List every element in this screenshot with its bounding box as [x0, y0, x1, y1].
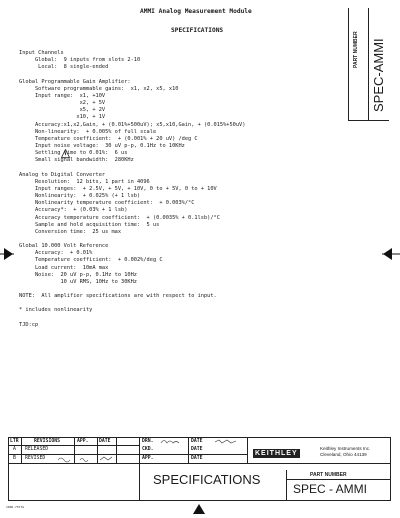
revision-b-text: REVISED: [25, 456, 46, 461]
spec-line: Accuracy temperature coefficient: + (0.0035% + 0.1lsb)/°C: [19, 214, 220, 221]
spec-line: Local: 8 single-ended: [19, 64, 109, 71]
drawn-label: DRN.: [142, 439, 154, 444]
document-subtitle: SPECIFICATIONS: [171, 27, 224, 34]
company-logo: KEITHLEY: [255, 450, 298, 457]
spec-line: Resolution: 12 bits, 1 part in 4096: [19, 178, 150, 185]
spec-line: Accuracy*: + (0.03% + 1 lsb): [19, 207, 128, 214]
document-title: AMMI Analog Measurement Module: [140, 8, 252, 15]
approval-signature-marks: [56, 455, 116, 463]
spec-line: Accuracy: + 0.01%: [19, 250, 93, 257]
spec-line: TJD:cp: [19, 321, 39, 328]
company-address: Keithley Instruments Inc. Cleveland, Ohio 44139: [320, 446, 371, 457]
spec-line: Input Channels: [19, 50, 64, 56]
spec-line: * includes nonlinearity: [19, 307, 93, 314]
revision-a-text: RELEASED: [25, 447, 49, 452]
spec-line: Temperature coefficient: + (0.001% + 20 uV) /deg C: [19, 135, 198, 142]
spec-line: Small signal bandwidth: 280KHz: [19, 157, 134, 164]
date-label-2: DATE: [191, 447, 203, 452]
revision-a-letter: A: [13, 447, 16, 452]
part-number-side-box: [348, 8, 389, 121]
spec-line: Conversion time: 25 us max: [19, 228, 122, 235]
spec-line: 10 uV RMS, 10Hz to 30KHz: [19, 278, 137, 285]
date-handwriting-marks: [214, 438, 244, 445]
spec-line: Analog to Digital Converter: [19, 171, 106, 178]
spec-line: x2, + 5V: [19, 100, 106, 107]
spec-line: x10, + 1V: [19, 114, 106, 121]
spec-line: Non-linearity: + 0.005% of full scale: [19, 128, 157, 135]
spec-line: Temperature coefficient: + 0.002%/deg C: [19, 257, 163, 264]
spec-line: Load current: 10mA max: [19, 264, 109, 271]
spec-line: Nonlinearity: + 0.025% (+ 1 lsb): [19, 193, 141, 199]
column-date: DATE: [99, 439, 111, 444]
spec-line: Accuracy:x1,x2,Gain, + (0.01%+500uV); x5,x10,Gain, + (0.015%+50uV): [19, 121, 246, 128]
spec-line: Sample and hold acquisition time: 5 us: [19, 221, 160, 228]
date-label-1: DATE: [191, 439, 203, 444]
right-margin-arrow-icon: [382, 248, 400, 260]
title-block-part-number-label: PART NUMBER: [310, 472, 347, 478]
title-block-document-title: SPECIFICATIONS: [153, 472, 261, 487]
spec-line: NOTE: All amplifier specifications are with respect to input.: [19, 293, 217, 300]
title-block-part-number: SPEC - AMMI: [293, 482, 368, 496]
column-ltr: LTR: [10, 439, 19, 444]
spec-line: Input ranges: + 2.5V, + 5V, + 10V, 0 to + 5V, 0 to + 10V: [19, 185, 217, 192]
spec-line: Input noise voltage: 30 uV p-p, 0.1Hz to 10KHz: [19, 142, 185, 149]
spec-line: Settling time to 0.01%: 6 us: [19, 150, 128, 157]
date-label-3: DATE: [191, 456, 203, 461]
column-revisions: REVISIONS: [34, 439, 60, 444]
warning-triangle-icon: [61, 149, 70, 158]
approved-label: APP.: [142, 456, 154, 461]
spec-line: Software programmable gains: x1, x2, x5, x10: [19, 85, 179, 92]
revision-b-letter: B: [13, 456, 16, 461]
drawn-signature-marks: [160, 438, 186, 445]
spec-line: Global 10.000 Volt Reference: [19, 243, 109, 250]
bottom-center-arrow-icon: [193, 504, 205, 514]
spec-line: Input range: x1, +10V: [19, 92, 106, 99]
left-margin-arrow-icon: [0, 248, 14, 260]
spec-line: Nonlinearity temperature coefficient: + 0.003%/°C: [19, 200, 195, 207]
spec-line: x5, + 2V: [19, 107, 106, 114]
side-part-number-label: PART NUMBER: [353, 31, 359, 68]
side-part-number-value: SPEC-AMMI: [371, 38, 386, 112]
form-number: 1906-7577A: [6, 505, 25, 509]
spec-line: Global Programmable Gain Amplifier:: [19, 78, 131, 85]
spec-line: Global: 9 inputs from slots 2-10: [19, 57, 141, 64]
spec-line: Noise: 20 uV p-p, 0.1Hz to 10Hz: [19, 271, 137, 278]
checked-label: CKD.: [142, 447, 154, 452]
column-app: APP.: [77, 439, 89, 444]
